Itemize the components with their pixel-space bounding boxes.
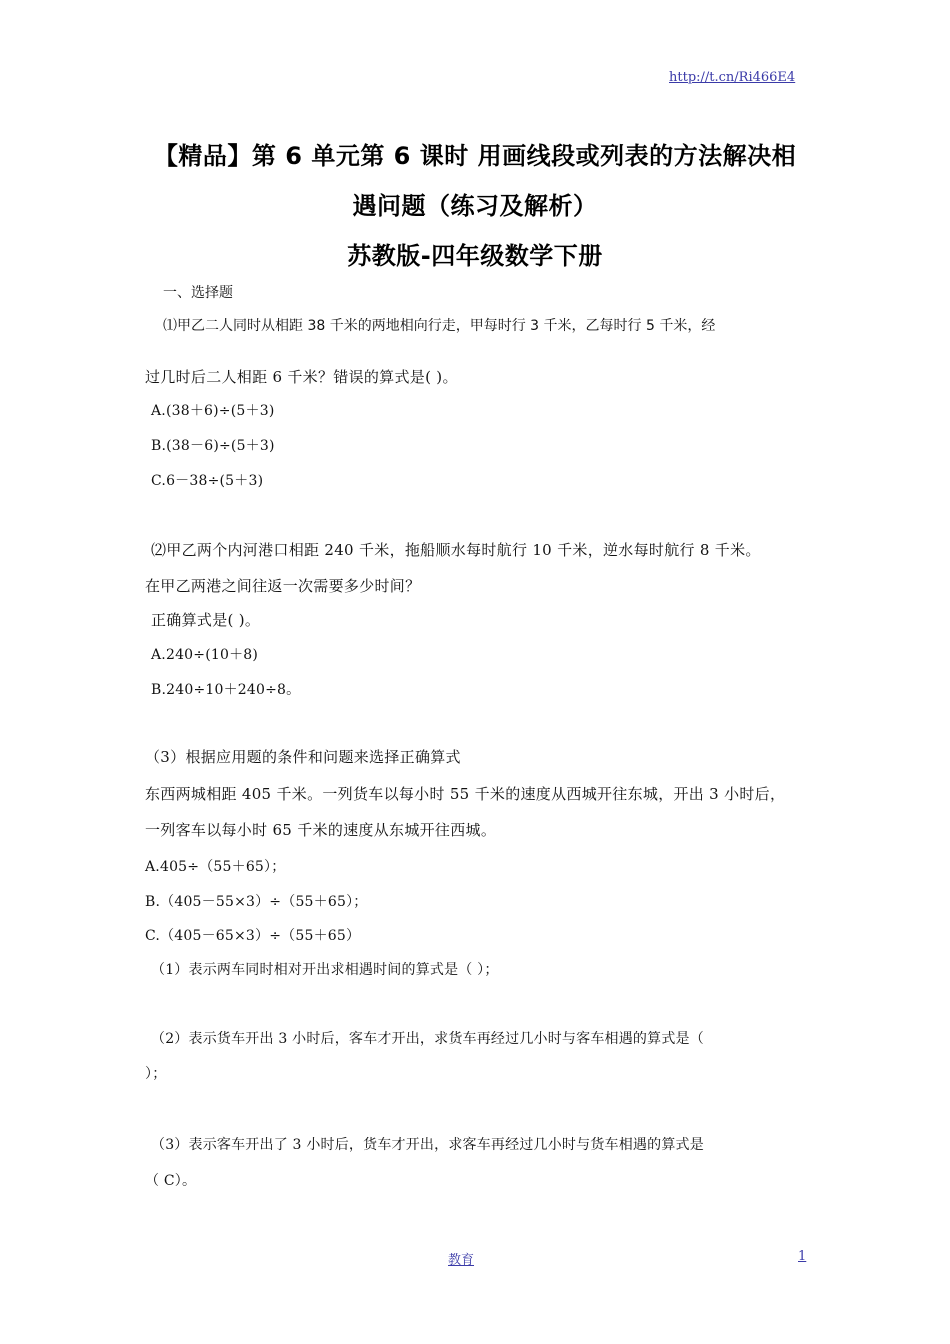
q2-prompt: 正确算式是( )。 [151, 611, 261, 629]
doc-title-line1: 【精品】第 6 单元第 6 课时 用画线段或列表的方法解决相 [153, 142, 797, 170]
q2-stem-line1: ⑵甲乙两个内河港口相距 240 千米，拖船顺水每时航行 10 千米，逆水每时航行 8 千米。 [151, 541, 761, 559]
section-heading: 一、选择题 [163, 285, 233, 301]
q3-stem-line2: 一列客车以每小时 65 千米的速度从东城开往西城。 [145, 821, 497, 839]
q1-stem-line2: 过几时后二人相距 6 千米？错误的算式是( )。 [145, 368, 458, 386]
doc-title-line2: 遇问题（练习及解析） [352, 192, 598, 220]
q3-sub2-line2: ）； [145, 1066, 167, 1082]
q1-stem-line1: ⑴甲乙二人同时从相距 38 千米的两地相向行走，甲每时行 3 千米，乙每时行 5 千米，经 [163, 318, 716, 334]
q2-option-a: A.240÷(10＋8) [151, 647, 259, 663]
q3-sub3-line1: （3）表示客车开出了 3 小时后，货车才开出，求客车再经过几小时与货车相遇的算式是 [151, 1137, 704, 1153]
q3-heading: （3）根据应用题的条件和问题来选择正确算式 [145, 748, 461, 766]
footer-link[interactable]: 教育 [448, 1253, 475, 1268]
q1-option-b: B.(38－6)÷(5＋3) [151, 438, 275, 454]
q3-sub3-line2: （ C）。 [145, 1173, 197, 1189]
q2-option-b: B.240÷10＋240÷8。 [151, 682, 301, 698]
page-number: 1 [798, 1249, 807, 1264]
q3-sub2-line1: （2）表示货车开出 3 小时后，客车才开出，求货车再经过几小时与客车相遇的算式是（ [151, 1031, 704, 1047]
doc-title-line3: 苏教版-四年级数学下册 [347, 242, 603, 270]
q3-stem-line1: 东西两城相距 405 千米。一列货车以每小时 55 千米的速度从西城开往东城，开出 3 小时后， [145, 785, 786, 803]
q1-option-c: C.6－38÷(5＋3) [151, 473, 264, 489]
q3-sub1: （1）表示两车同时相对开出求相遇时间的算式是（ ）； [151, 962, 499, 978]
q1-option-a: A.(38＋6)÷(5＋3) [151, 403, 275, 419]
q3-option-a: A.405÷（55＋65）； [145, 859, 286, 875]
q2-stem-line2: 在甲乙两港之间往返一次需要多少时间？ [145, 577, 421, 595]
q3-option-b: B.（405－55×3）÷（55＋65）； [145, 894, 368, 910]
header-url-link[interactable]: http://t.cn/Ri466E4 [669, 70, 796, 85]
q3-option-c: C.（405－65×3）÷（55＋65） [145, 928, 361, 944]
